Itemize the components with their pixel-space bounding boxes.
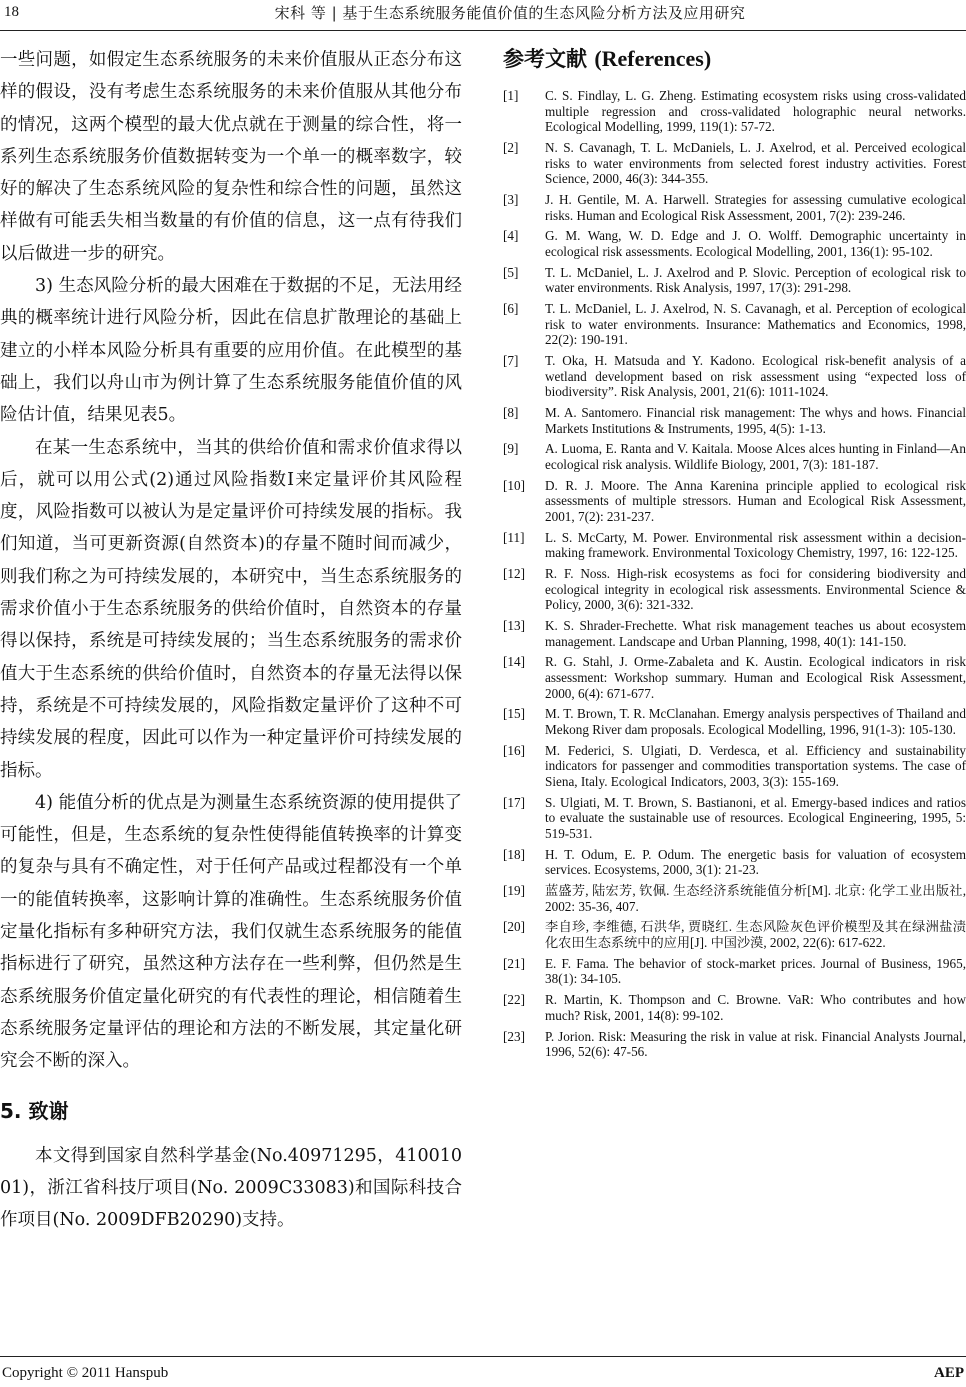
reference-text: M. T. Brown, T. R. McClanahan. Emergy analysis perspectives of Thailand and Mekong River dam proposals. Ecological Modelling, 1996, 91(1-3): 105-130. xyxy=(545,706,966,737)
reference-item xyxy=(503,883,966,914)
reference-text: E. F. Fama. The behavior of stock-market prices. Journal of Business, 1965, 38(1): 34-105. xyxy=(545,955,966,987)
reference-number: [8] xyxy=(503,405,519,420)
page-header xyxy=(0,0,966,31)
reference-item xyxy=(503,192,966,223)
reference-text: C. S. Findlay, L. G. Zheng. Estimating ecosystem risks using cross-validated multiple regression and cross-validated holographic neural networks. Ecological Modelling, 1999, 119(1): 57-72. xyxy=(545,88,966,135)
reference-item xyxy=(503,795,966,842)
reference-number: [5] xyxy=(503,264,519,280)
reference-text: R. G. Stahl, J. Orme-Zabaleta and K. Austin. Ecological indicators in risk assessment: Workshop summary. Human and Ecological Risk Assessment, 2000, 6(4): 671-677. xyxy=(545,654,966,701)
reference-item xyxy=(503,654,966,701)
reference-number: [9] xyxy=(503,441,519,457)
reference-number: [1] xyxy=(503,88,519,103)
reference-text: R. Martin, K. Thompson and C. Browne. VaR: Who contributes and how much? Risk, 2001, 14(8): 99-102. xyxy=(545,992,966,1023)
reference-item xyxy=(503,441,966,472)
reference-text: M. A. Santomero. Financial risk management: The whys and hows. Financial Markets Institutions & Instruments, 1995, 4(5): 1-13. xyxy=(545,405,966,436)
reference-number: [22] xyxy=(503,992,525,1008)
reference-text: S. Ulgiati, M. T. Brown, S. Bastianoni, et al. Emergy-based indices and ratios to evaluate the sustainable use of resources. Ecological Engineering, 1995, 5: 519-531. xyxy=(545,794,966,841)
reference-text: T. L. McDaniel, L. J. Axelrod, N. S. Cavanagh, et al. Perception of ecological risk to water environments. Insurance: Mathematics and Economics, 1998, 22(2): 190-191. xyxy=(545,301,966,348)
reference-number: [17] xyxy=(503,794,525,810)
reference-text: M. Federici, S. Ulgiati, D. Verdesca, et al. Efficiency and sustainability indicators for passenger and commodities transportation systems. The case of Siena, Italy. Ecological Indicators, 2003, 3(3): 155-169. xyxy=(545,742,966,789)
reference-item xyxy=(503,88,966,135)
references-heading-cn: 参考文献 xyxy=(503,47,587,71)
page-number: 18 xyxy=(4,4,19,20)
reference-text: G. M. Wang, W. D. Edge and J. O. Wolff. Demographic uncertainty in ecological risk assessments. Ecological Modelling, 2001, 136(1): 95-102. xyxy=(545,228,966,259)
reference-text: H. T. Odum, E. P. Odum. The energetic basis for valuation of ecosystem services. Ecosystems, 2000, 3(1): 21-23. xyxy=(545,846,966,878)
reference-number: [23] xyxy=(503,1028,525,1044)
page-footer xyxy=(0,1356,966,1387)
reference-number: [7] xyxy=(503,353,519,369)
reference-number: [16] xyxy=(503,742,525,758)
body-paragraph-1: 一些问题，如假定生态系统服务的未来价值服从正态分布这样的假设，没有考虑生态系统服务的未来价值服从其他分布的情况，这两个模型的最大优点就在于测量的综合性，将一系列生态系统服务价值数据转变为一个单一的概率数字，较好的解决了生态系统风险的复杂性和综合性的问题，虽然这样做有可能丢失相当数量的有价值的信息，这一点有待我们以后做进一步的研究。 xyxy=(0,50,462,264)
reference-number: [13] xyxy=(503,618,525,634)
reference-number: [4] xyxy=(503,228,519,244)
body-paragraph-3: 在某一生态系统中，当其的供给价值和需求价值求得以后，就可以用公式(2)通过风险指数I来定量评价其风险程度，风险指数可以被认为是定量评价可持续发展的指标。我们知道，当可更新资源(自然资本)的存量不随时间而减少，则我们称之为可持续发展的，本研究中，当生态系统服务的需求价值小于生态系统服务的供给价值时，自然资本的存量得以保持，系统是可持续发展的；当生态系统服务的需求价值大于生态系统的供给价值时，自然资本的存量无法得以保持，系统是不可持续发展的，风险指数定量评价了这种不可持续发展的程度，因此可以作为一种定量评价可持续发展的指标。 xyxy=(0,437,462,781)
reference-number: [14] xyxy=(503,654,525,670)
reference-number: [10] xyxy=(503,477,525,493)
reference-item xyxy=(503,140,966,187)
reference-item xyxy=(503,478,966,525)
reference-text: N. S. Cavanagh, T. L. McDaniels, L. J. Axelrod, et al. Perceived ecological risks to water environments from selected forest industry activities. Forest Science, 2000, 46(3): 344-355. xyxy=(545,139,966,187)
reference-number: [20] xyxy=(503,919,525,935)
reference-text: T. L. McDaniel, L. J. Axelrod and P. Slovic. Perception of ecological risk to water environments. Risk Analysis, 1997, 17(3): 291-298. xyxy=(545,264,966,296)
reference-text: 蓝盛芳, 陆宏芳, 钦佩. 生态经济系统能值分析[M]. 北京: 化学工业出版社, 2002: 35-36, 407. xyxy=(545,883,966,914)
reference-number: [21] xyxy=(503,955,525,971)
reference-item xyxy=(503,706,966,737)
reference-item xyxy=(503,405,966,436)
reference-item xyxy=(503,530,966,561)
references-column xyxy=(503,44,966,1065)
left-column xyxy=(0,44,462,1236)
section-heading-acknowledgement: 5. 致谢 xyxy=(0,1098,69,1123)
reference-item xyxy=(503,228,966,259)
reference-list xyxy=(503,88,966,1060)
reference-number: [2] xyxy=(503,139,519,155)
reference-text: R. F. Noss. High-risk ecosystems as foci for considering biodiversity and ecological integrity in ecological risk assessments. Environmental Science & Policy, 2000, 3(6): 321-332. xyxy=(545,566,966,613)
reference-item xyxy=(503,618,966,649)
body-paragraph-2: 3) 生态风险分析的最大困难在于数据的不足，无法用经典的概率统计进行风险分析，因此在信息扩散理论的基础上建立的小样本风险分析具有重要的应用价值。在此模型的基础上，我们以舟山市为例计算了生态系统服务能值价值的风险估计值，结果见表5。 xyxy=(0,276,462,426)
body-paragraph-4: 4) 能值分析的优点是为测量生态系统资源的使用提供了可能性，但是，生态系统的复杂性使得能值转换率的计算变的复杂与具有不确定性，对于任何产品或过程都没有一个单一的能值转换率，这影响计算的准确性。生态系统服务价值定量化指标有多种研究方法，我们仅就生态系统服务的能值指标进行了研究，虽然这种方法存在一些利弊，但仍然是生态系统服务价值定量化研究的有代表性的理论，相信随着生态系统服务定量评估的理论和方法的不断发展，其定量化研究会不断的深入。 xyxy=(0,792,462,1072)
acknowledgement-paragraph: 本文得到国家自然科学基金(No.40971295，41001001)，浙江省科技厅项目(No. 2009C33083)和国际科技合作项目(No. 2009DFB20290)支持。 xyxy=(0,1145,462,1231)
reference-text: K. S. Shrader-Frechette. What risk management teaches us about ecosystem management. Landscape and Urban Planning, 1998, 40(1): 141-150. xyxy=(545,618,966,649)
references-heading xyxy=(503,44,966,74)
reference-number: [6] xyxy=(503,301,519,317)
reference-number: [19] xyxy=(503,883,525,899)
reference-item xyxy=(503,265,966,296)
reference-item xyxy=(503,847,966,878)
reference-text: J. H. Gentile, M. A. Harwell. Strategies for assessing cumulative ecological risks. Human and Ecological Risk Assessment, 2001, 7(2): 239-246. xyxy=(545,191,966,223)
reference-number: [3] xyxy=(503,191,519,207)
running-title: 宋科 等 | 基于生态系统服务能值价值的生态风险分析方法及应用研究 xyxy=(274,4,746,22)
reference-item xyxy=(503,566,966,613)
journal-abbreviation: AEP xyxy=(934,1365,964,1381)
reference-text: 李自珍, 李维德, 石洪华, 贾晓红. 生态风险灰色评价模型及其在绿洲盐渍化农田生态系统中的应用[J]. 中国沙漠, 2002, 22(6): 617-622. xyxy=(545,919,966,951)
reference-number: [18] xyxy=(503,846,525,862)
reference-text: A. Luoma, E. Ranta and V. Kaitala. Moose Alces alces hunting in Finland—An ecological risk analysis. Wildlife Biology, 2001, 7(3): 181-187. xyxy=(545,441,966,472)
reference-text: T. Oka, H. Matsuda and Y. Kadono. Ecological risk-benefit analysis of a wetland development based on risk assessment using “expected loss of biodiversity”. Risk Analysis, 2001, 21(6): 1011-1024. xyxy=(545,353,966,400)
reference-number: [12] xyxy=(503,566,525,582)
reference-text: P. Jorion. Risk: Measuring the risk in value at risk. Financial Analysts Journal, 1996, 52(6): 47-56. xyxy=(545,1028,966,1060)
copyright-notice: Copyright © 2011 Hanspub xyxy=(2,1365,169,1381)
reference-item xyxy=(503,353,966,400)
reference-text: D. R. J. Moore. The Anna Karenina principle applied to ecological risk assessments of multiple stressors. Human and Ecological Risk Assessment, 2001, 7(2): 231-237. xyxy=(545,477,966,524)
references-heading-en: (References) xyxy=(594,46,712,71)
reference-item xyxy=(503,956,966,987)
reference-item xyxy=(503,301,966,348)
reference-item xyxy=(503,743,966,790)
reference-item xyxy=(503,1029,966,1060)
reference-text: L. S. McCarty, M. Power. Environmental risk assessment within a decision-making framework. Environmental Toxicology Chemistry, 1997, 16: 122-125. xyxy=(545,529,966,561)
reference-number: [11] xyxy=(503,529,525,545)
reference-item xyxy=(503,992,966,1023)
reference-item xyxy=(503,919,966,950)
reference-number: [15] xyxy=(503,706,525,722)
